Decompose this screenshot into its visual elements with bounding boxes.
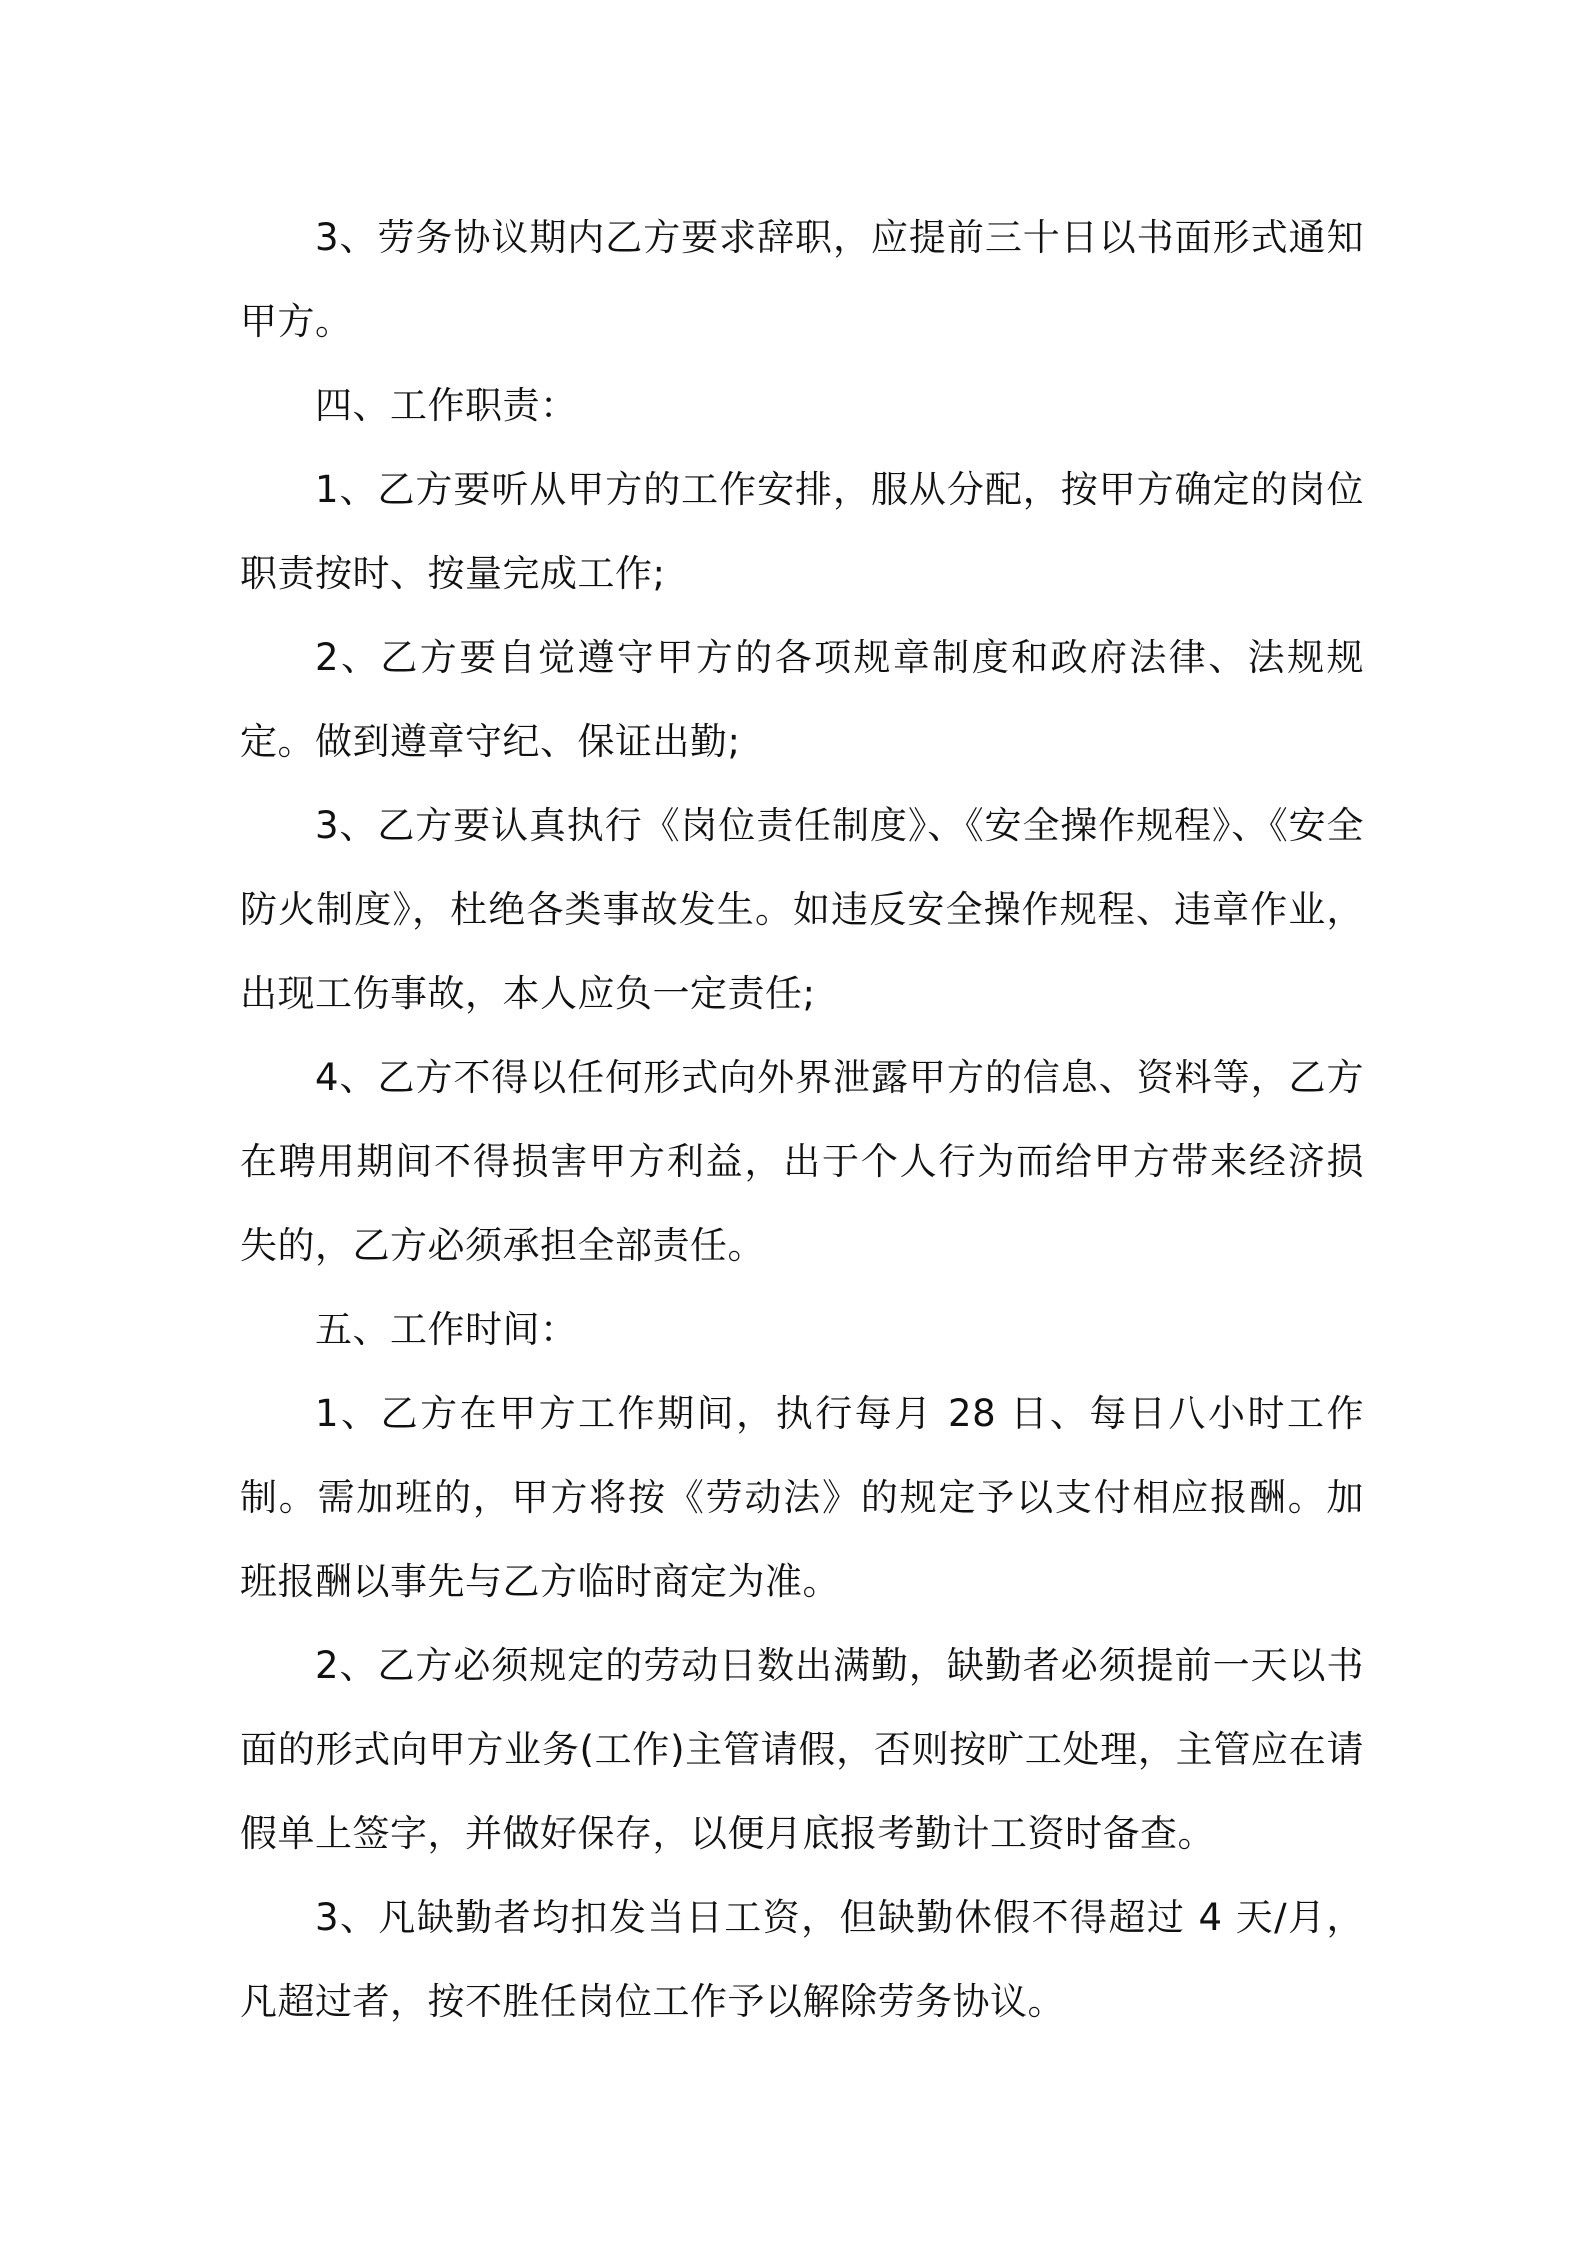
document-body — [240, 196, 1364, 2044]
paragraph-hours-1: 1、乙方在甲方工作期间，执行每月 28 日、每日八小时工作制。需加班的，甲方将按《劳动法》的规定予以支付相应报酬。加班报酬以事先与乙方临时商定为准。 — [240, 1392, 1364, 1603]
paragraph-resignation-notice: 3、劳务协议期内乙方要求辞职，应提前三十日以书面形式通知甲方。 — [240, 216, 1364, 343]
paragraph-duty-4: 4、乙方不得以任何形式向外界泄露甲方的信息、资料等，乙方在聘用期间不得损害甲方利益，出于个人行为而给甲方带来经济损失的，乙方必须承担全部责任。 — [240, 1056, 1364, 1267]
section-heading-working-hours: 五、工作时间： — [315, 1308, 578, 1351]
paragraph-hours-2: 2、乙方必须规定的劳动日数出满勤，缺勤者必须提前一天以书面的形式向甲方业务(工作)主管请假，否则按旷工处理，主管应在请假单上签字，并做好保存，以便月底报考勤计工资时备查。 — [240, 1644, 1364, 1855]
paragraph-duty-3: 3、乙方要认真执行《岗位责任制度》、《安全操作规程》、《安全防火制度》，杜绝各类事故发生。如违反安全操作规程、违章作业，出现工伤事故，本人应负一定责任; — [240, 804, 1364, 1015]
paragraph-duty-1: 1、乙方要听从甲方的工作安排，服从分配，按甲方确定的岗位职责按时、按量完成工作; — [240, 468, 1364, 595]
paragraph-hours-3: 3、凡缺勤者均扣发当日工资，但缺勤休假不得超过 4 天/月，凡超过者，按不胜任岗位工作予以解除劳务协议。 — [240, 1896, 1364, 2023]
paragraph-duty-2: 2、乙方要自觉遵守甲方的各项规章制度和政府法律、法规规定。做到遵章守纪、保证出勤; — [240, 636, 1364, 763]
section-heading-job-duties: 四、工作职责： — [315, 384, 578, 427]
